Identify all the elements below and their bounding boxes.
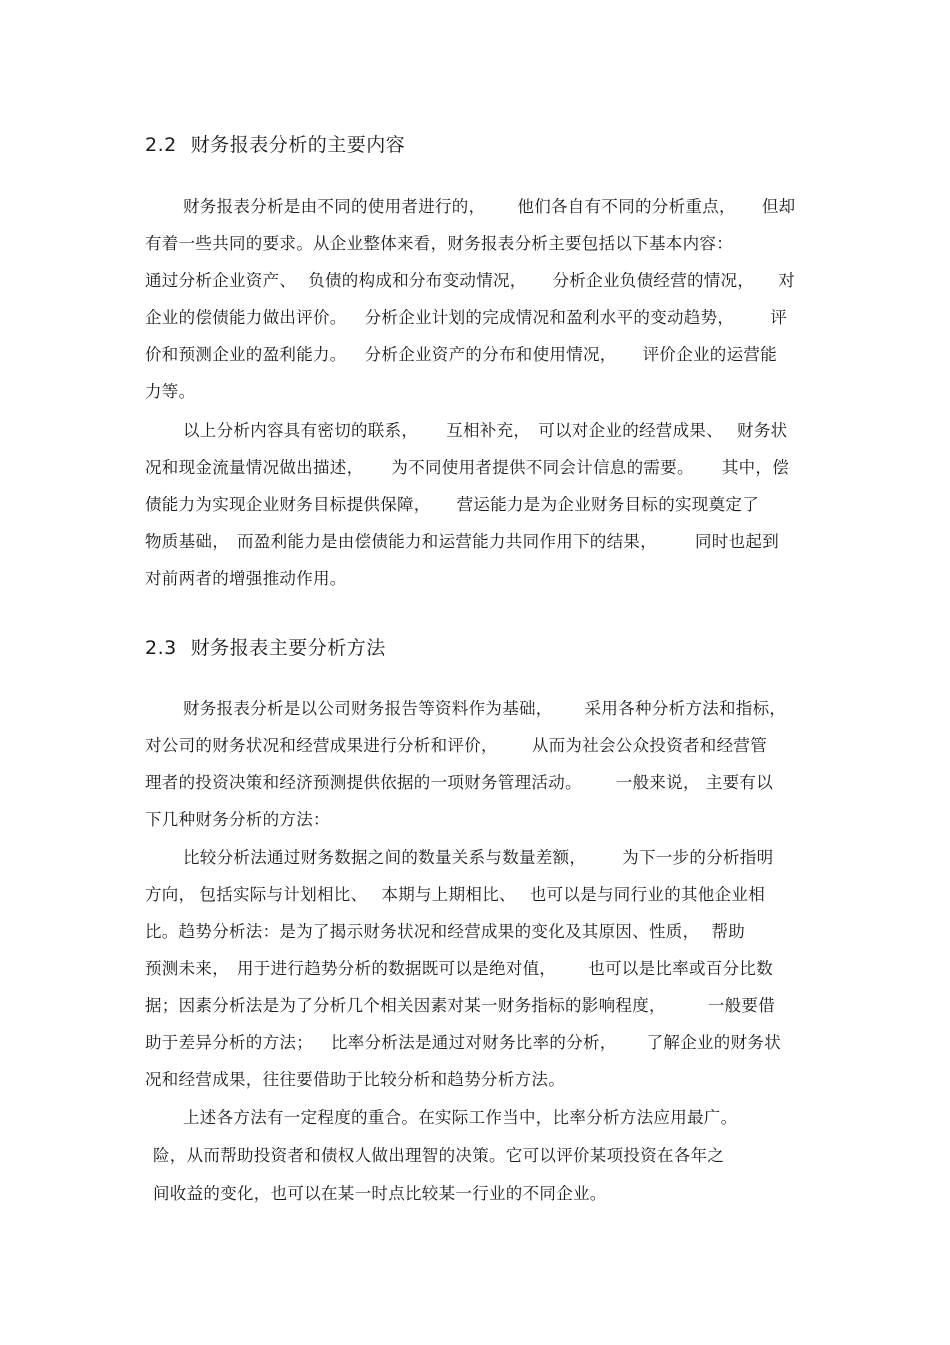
text-segment: 他们各自有不同的分析重点， <box>517 197 736 216</box>
text-segment: 也可以是与同行业的其他企业相 <box>529 885 766 904</box>
text-segment: 况和现金流量情况做出描述， <box>145 458 364 477</box>
text-segment: 对 <box>778 271 796 290</box>
text-segment: 间收益的变化，也可以在某一时点比较某一行业的不同企业。 <box>153 1184 607 1203</box>
text-segment: 采用各种分析方法和指标， <box>584 699 787 718</box>
text-segment: 其中，偿 <box>721 458 790 477</box>
text-segment: 评 <box>770 308 788 327</box>
text-segment: 价和预测企业的盈利能力。 <box>145 345 347 364</box>
text-line <box>183 697 786 721</box>
text-segment: 包括实际与计划相比、 <box>199 885 368 904</box>
text-line <box>145 957 773 981</box>
text-line <box>145 734 767 758</box>
text-segment: 主要有以 <box>705 773 774 792</box>
text-line <box>145 493 759 517</box>
text-segment: 上述各方法有一定程度的重合。在实际工作当中，比率分析方法应用最广。 <box>183 1108 738 1127</box>
text-line <box>145 232 733 256</box>
text-segment: 比率分析法是通过对财务比率的分析， <box>331 1033 617 1052</box>
text-segment: 分析企业负债经营的情况， <box>552 271 755 290</box>
text-line <box>145 343 777 367</box>
text-line <box>183 1106 737 1130</box>
text-line <box>145 771 773 795</box>
text-line <box>183 846 773 870</box>
section-heading <box>145 633 386 660</box>
section-number: 2.2 <box>145 134 177 156</box>
text-segment: 以上分析内容具有密切的联系， <box>183 421 419 440</box>
text-line <box>183 419 787 443</box>
text-line <box>145 920 745 944</box>
text-segment: 理者的投资决策和经济预测提供依据的一项财务管理活动。 <box>145 773 582 792</box>
text-line <box>153 1182 607 1206</box>
text-line <box>145 456 789 480</box>
text-segment: 分析企业计划的完成情况和盈利水平的变动趋势， <box>364 308 735 327</box>
text-segment: 本期与上期相比、 <box>381 885 516 904</box>
text-line <box>145 269 795 293</box>
text-segment: 况和经营成果，往往要借助于比较分析和趋势分析方法。 <box>145 1070 565 1089</box>
text-segment: 一般要借 <box>707 996 776 1015</box>
text-segment: 比。趋势分析法：是为了揭示财务状况和经营成果的变化及其原因、性质， <box>145 922 700 941</box>
text-segment: 财务状 <box>737 421 788 440</box>
text-segment: 了解企业的财务状 <box>646 1033 782 1052</box>
text-segment: 为下一步的分析指明 <box>622 848 774 867</box>
text-line <box>145 1031 781 1055</box>
text-segment: 但却 <box>761 197 796 216</box>
text-segment: 物质基础， <box>145 532 229 551</box>
text-segment: 评价企业的运营能 <box>642 345 778 364</box>
text-line <box>153 1144 724 1168</box>
section-number: 2.3 <box>145 637 177 659</box>
text-segment: 为不同使用者提供不同会计信息的需要。 <box>391 458 694 477</box>
text-segment: 财务报表分析是以公司财务报告等资料作为基础， <box>183 699 553 718</box>
text-segment: 有着一些共同的要求。从企业整体来看，财务报表分析主要包括以下基本内容： <box>145 234 733 253</box>
text-segment: 方向， <box>145 885 196 904</box>
text-line <box>145 530 779 554</box>
text-segment: 通过分析企业资产、 <box>145 271 297 290</box>
text-segment: 对前两者的增强推动作用。 <box>145 569 347 588</box>
text-segment: 预测未来， <box>145 959 229 978</box>
text-segment: 营运能力是为企业财务目标的实现奠定了 <box>456 495 760 514</box>
text-line <box>145 994 775 1018</box>
text-segment: 险，从而帮助投资者和债权人做出理智的决策。它可以评价某项投资在各年之 <box>153 1146 725 1165</box>
section-heading <box>145 130 405 157</box>
text-line <box>145 306 787 330</box>
text-segment: 比较分析法通过财务数据之间的数量关系与数量差额， <box>183 848 587 867</box>
text-segment: 企业的偿债能力做出评价。 <box>145 308 347 327</box>
text-segment: 负债的构成和分布变动情况， <box>308 271 527 290</box>
text-line <box>145 1068 565 1092</box>
text-line <box>145 808 330 832</box>
text-segment: 财务报表分析是由不同的使用者进行的， <box>183 197 486 216</box>
text-line <box>145 883 765 907</box>
text-segment: 债能力为实现企业财务目标提供保障， <box>145 495 431 514</box>
text-segment: 同时也起到 <box>695 532 779 551</box>
section-title: 财务报表主要分析方法 <box>190 637 386 659</box>
text-segment: 帮助 <box>711 922 746 941</box>
text-segment: 可以对企业的经营成果、 <box>538 421 724 440</box>
text-line <box>145 567 347 591</box>
text-segment: 力等。 <box>145 382 196 401</box>
text-segment: 对公司的财务状况和经营成果进行分析和评价， <box>145 736 498 755</box>
text-segment: 下几种财务分析的方法： <box>145 810 330 829</box>
text-segment: 用于进行趋势分析的数据既可以是绝对值， <box>237 959 557 978</box>
text-line <box>183 195 795 219</box>
section-title: 财务报表分析的主要内容 <box>190 134 406 156</box>
text-segment: 助于差异分析的方法； <box>145 1033 313 1052</box>
text-segment: 也可以是比率或百分比数 <box>588 959 774 978</box>
text-segment: 互相补充， <box>446 421 531 440</box>
text-segment: 据；因素分析法是为了分析几个相关因素对某一财务指标的影响程度， <box>145 996 666 1015</box>
text-line <box>145 380 195 404</box>
text-segment: 从而为社会公众投资者和经营管 <box>531 736 768 755</box>
text-segment: 分析企业资产的分布和使用情况， <box>364 345 617 364</box>
text-segment: 一般来说， <box>615 773 700 792</box>
text-segment: 而盈利能力是由偿债能力和运营能力共同作用下的结果， <box>237 532 657 551</box>
